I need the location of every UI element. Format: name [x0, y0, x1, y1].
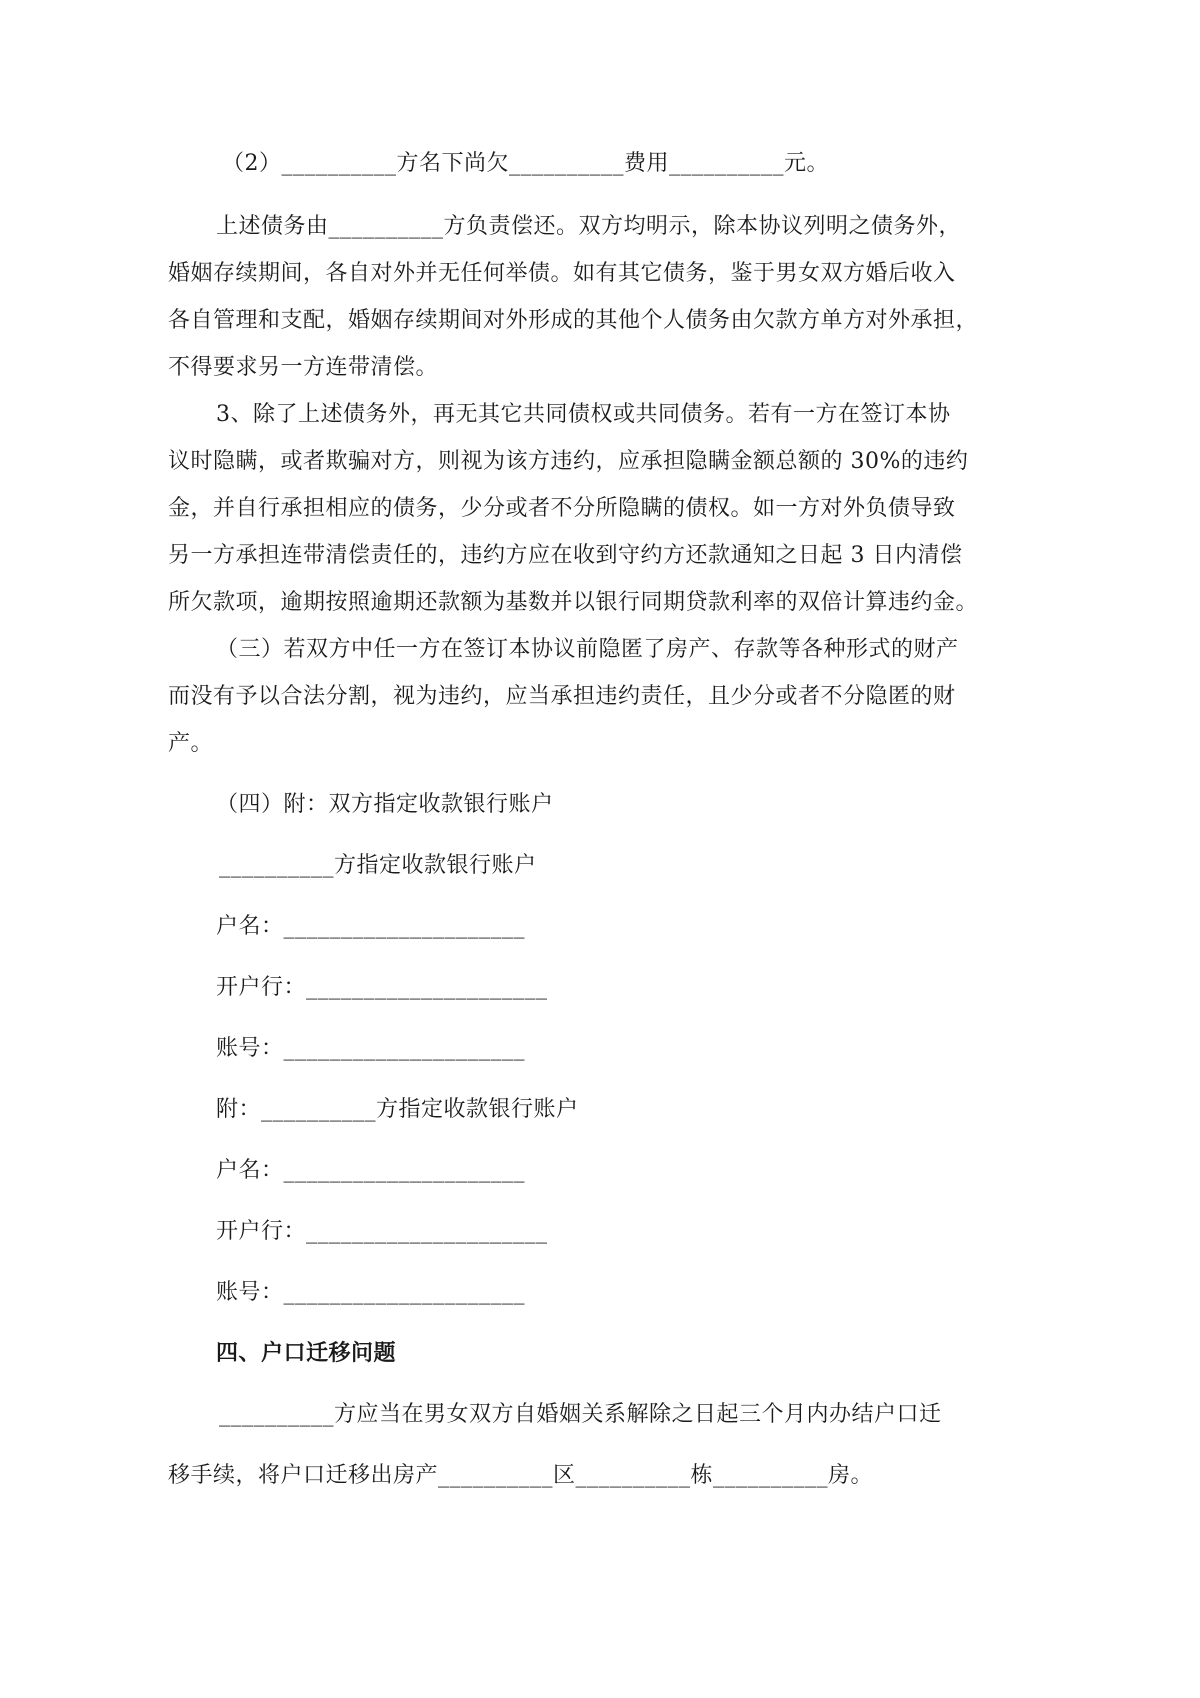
- bank-account-heading: 附：__________方指定收款银行账户: [216, 1097, 579, 1122]
- section-heading: 四、户口迁移问题: [216, 1341, 397, 1366]
- paragraph-line: 各自管理和支配，婚姻存续期间对外形成的其他个人债务由欠款方单方对外承担，: [168, 308, 979, 333]
- account-name-field: 户名：_____________________: [216, 914, 526, 939]
- paragraph-line: 上述债务由__________方负责偿还。双方均明示，除本协议列明之债务外，: [216, 214, 962, 239]
- paragraph-line: 所欠款项，逾期按照逾期还款额为基数并以银行同期贷款利率的双倍计算违约金。: [168, 590, 979, 615]
- paragraph-line: __________方应当在男女双方自婚姻关系解除之日起三个月内办结户口迁: [219, 1402, 942, 1427]
- paragraph-line: 3、除了上述债务外，再无其它共同债权或共同债务。若有一方在签订本协: [216, 402, 951, 427]
- bank-branch-field: 开户行：_____________________: [216, 975, 548, 1000]
- paragraph-line: 移手续，将户口迁移出房产__________区__________栋__________房。: [168, 1463, 874, 1488]
- paragraph-line: 而没有予以合法分割，视为违约，应当承担违约责任，且少分或者不分隐匿的财: [168, 684, 956, 709]
- paragraph-line: 金，并自行承担相应的债务，少分或者不分所隐瞒的债权。如一方对外负债导致: [168, 496, 956, 521]
- paragraph-line: （三）若双方中任一方在签订本协议前隐匿了房产、存款等各种形式的财产: [216, 637, 959, 662]
- section-attachment-title: （四）附：双方指定收款银行账户: [216, 792, 554, 817]
- account-number-field: 账号：_____________________: [216, 1036, 526, 1061]
- bank-branch-field: 开户行：_____________________: [216, 1219, 548, 1244]
- paragraph-line: 不得要求另一方连带清偿。: [168, 355, 439, 380]
- paragraph-line: 产。: [168, 731, 214, 756]
- paragraph-line: 议时隐瞒，或者欺骗对方，则视为该方违约，应承担隐瞒金额总额的 30%的违约: [168, 449, 969, 474]
- account-name-field: 户名：_____________________: [216, 1158, 526, 1183]
- bank-account-heading: __________方指定收款银行账户: [219, 853, 537, 878]
- paragraph-line: 另一方承担连带清偿责任的，违约方应在收到守约方还款通知之日起 3 日内清偿: [168, 543, 963, 568]
- debt-item-2: （2）__________方名下尚欠__________费用__________元。: [222, 151, 829, 176]
- paragraph-line: 婚姻存续期间，各自对外并无任何举债。如有其它债务，鉴于男女双方婚后收入: [168, 261, 956, 286]
- account-number-field: 账号：_____________________: [216, 1280, 526, 1305]
